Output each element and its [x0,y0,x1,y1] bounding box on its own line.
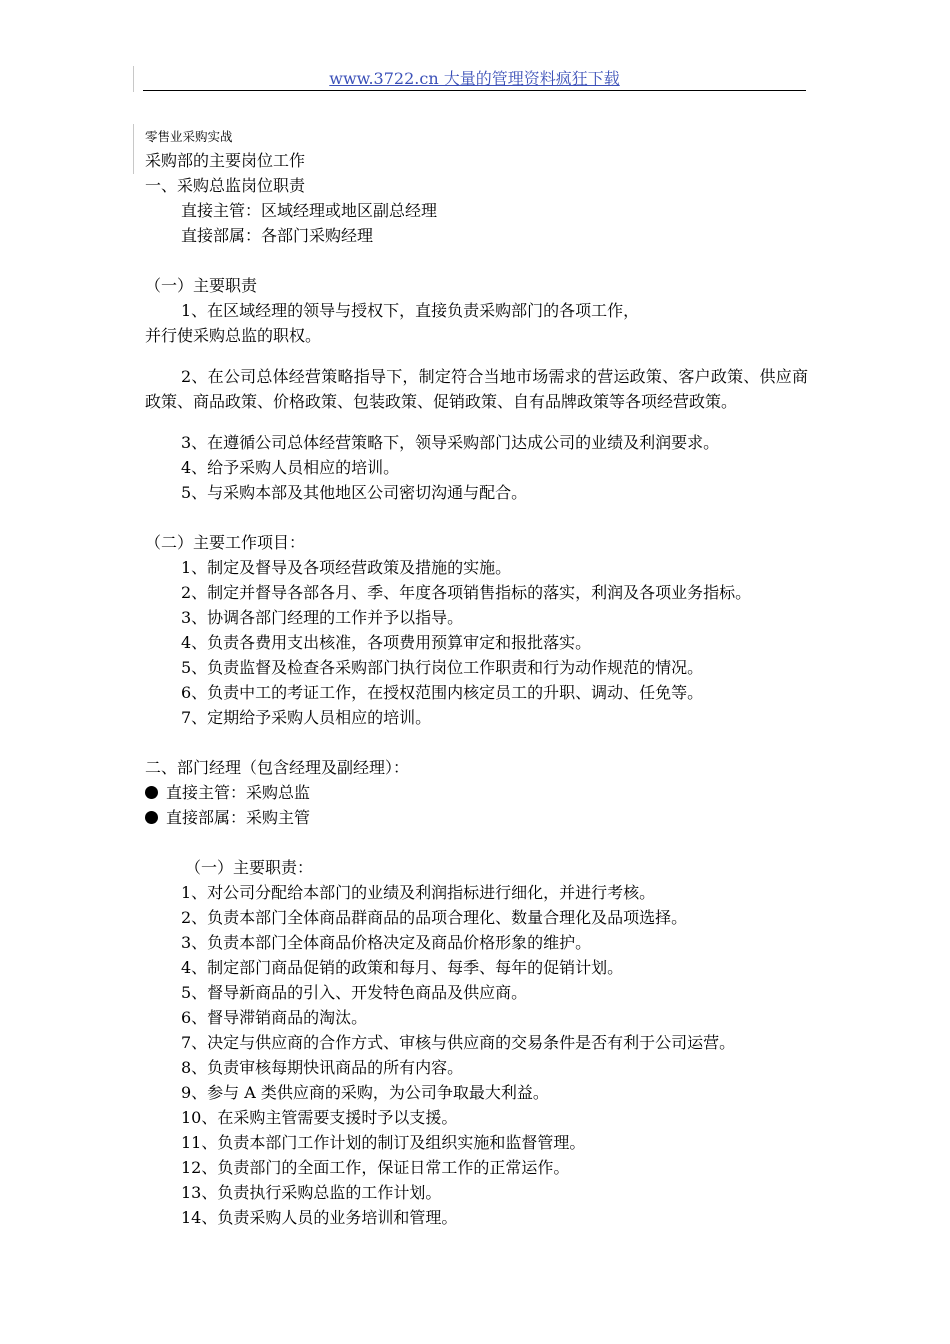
subsection-heading: （一）主要职责 [145,276,258,295]
page-title: 采购部的主要岗位工作 [145,151,306,170]
list-item: 5、与采购本部及其他地区公司密切沟通与配合。 [181,483,528,502]
list-item: 4、给予采购人员相应的培训。 [181,458,400,477]
bullet-icon [145,811,158,824]
spacer [145,830,808,855]
list-item-continuation: 并行使采购总监的职权。 [145,326,322,345]
header-link[interactable]: www.3722.cn 大量的管理资料疯狂下载 [329,69,620,88]
header-rule [143,90,806,91]
bullet-text: 直接部属：采购主管 [166,808,311,827]
supervisor-line: 直接主管：区域经理或地区副总经理 [181,201,438,220]
list-item: 5、负责监督及检查各采购部门执行岗位工作职责和行为动作规范的情况。 [181,658,704,677]
list-item: 10、在采购主管需要支援时予以支援。 [181,1108,458,1127]
list-item: 6、督导滞销商品的淘汰。 [181,1008,368,1027]
spacer [145,730,808,755]
list-item: 8、负责审核每期快讯商品的所有内容。 [181,1058,464,1077]
document-body [145,148,808,1230]
list-item: 7、定期给予采购人员相应的培训。 [181,708,432,727]
list-item: 3、协调各部门经理的工作并予以指导。 [181,608,464,627]
list-item: 9、参与 A 类供应商的采购，为公司争取最大利益。 [181,1083,549,1102]
margin-corner-mark [133,124,134,174]
running-title: 零售业采购实战 [145,129,233,144]
list-item: 1、在区域经理的领导与授权下，直接负责采购部门的各项工作， [181,301,640,320]
list-item: 1、制定及督导及各项经营政策及措施的实施。 [181,558,512,577]
bullet-item [145,780,808,805]
list-item: 4、负责各费用支出核准，各项费用预算审定和报批落实。 [181,633,592,652]
section-heading: 二、部门经理（包含经理及副经理）： [145,758,410,777]
list-item: 5、督导新商品的引入、开发特色商品及供应商。 [181,983,528,1002]
subsection-heading: （一）主要职责： [185,858,314,877]
list-item: 2、负责本部门全体商品群商品的品项合理化、数量合理化及品项选择。 [181,908,688,927]
bullet-item [145,805,808,830]
list-item: 1、对公司分配给本部门的业绩及利润指标进行细化，并进行考核。 [181,883,656,902]
list-item: 6、负责中工的考证工作，在授权范围内核定员工的升职、调动、任免等。 [181,683,704,702]
list-item: 3、在遵循公司总体经营策略下，领导采购部门达成公司的业绩及利润要求。 [181,433,720,452]
bullet-icon [145,786,158,799]
list-item: 14、负责采购人员的业务培训和管理。 [181,1208,458,1227]
list-item: 13、负责执行采购总监的工作计划。 [181,1183,442,1202]
subordinates-line: 直接部属：各部门采购经理 [181,226,374,245]
list-item: 3、负责本部门全体商品价格决定及商品价格形象的维护。 [181,933,592,952]
list-item: 2、在公司总体经营策略指导下，制定符合当地市场需求的营运政策、客户政策、供应商政策、商品政策、价格政策、包装政策、促销政策、自有品牌政策等各项经营政策。 [145,367,808,411]
subsection-heading: （二）主要工作项目： [145,533,306,552]
list-item: 4、制定部门商品促销的政策和每月、每季、每年的促销计划。 [181,958,624,977]
spacer [145,505,808,530]
section-heading: 一、采购总监岗位职责 [145,176,306,195]
margin-corner-mark [133,66,134,92]
bullet-text: 直接主管：采购总监 [166,783,311,802]
list-item: 2、制定并督导各部各月、季、年度各项销售指标的落实，利润及各项业务指标。 [181,583,752,602]
list-item: 11、负责本部门工作计划的制订及组织实施和监督管理。 [181,1133,586,1152]
spacer [145,248,808,273]
list-item: 12、负责部门的全面工作，保证日常工作的正常运作。 [181,1158,570,1177]
list-item: 7、决定与供应商的合作方式、审核与供应商的交易条件是否有利于公司运营。 [181,1033,736,1052]
